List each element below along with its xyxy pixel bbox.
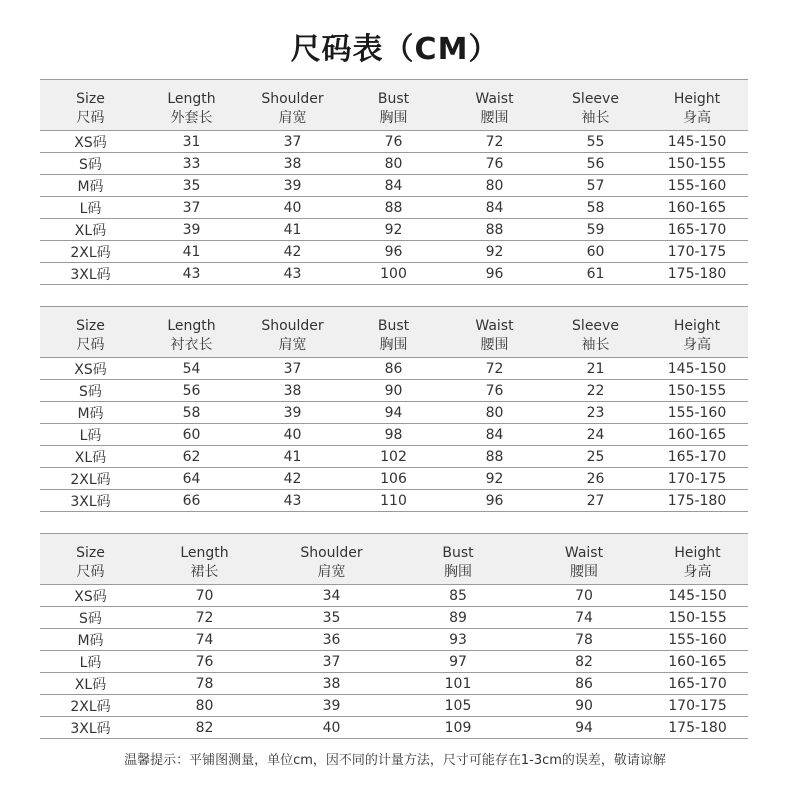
table-row [40, 358, 748, 380]
size-cell: XL码 [40, 673, 141, 695]
measurement-cell: 58 [141, 402, 242, 424]
measurement-cell: 145-150 [647, 585, 748, 607]
measurement-cell: 94 [521, 717, 647, 739]
measurement-cell: 160-165 [646, 424, 748, 446]
measurement-cell: 94 [343, 402, 444, 424]
measurement-cell: 38 [268, 673, 395, 695]
measurement-cell: 90 [343, 380, 444, 402]
measurement-cell: 89 [395, 607, 521, 629]
column-header-en: Height [647, 534, 748, 562]
measurement-cell: 62 [141, 446, 242, 468]
column-header-en: Bust [343, 80, 444, 108]
size-table-jacket [40, 79, 748, 285]
table-row [40, 651, 748, 673]
size-cell: 3XL码 [40, 717, 141, 739]
table-row [40, 490, 748, 512]
column-header-en: Bust [343, 307, 444, 335]
table-row [40, 424, 748, 446]
measurement-cell: 76 [444, 380, 545, 402]
column-header-cn: 肩宽 [242, 107, 343, 131]
measurement-cell: 98 [343, 424, 444, 446]
measurement-cell: 21 [545, 358, 646, 380]
measurement-cell: 34 [268, 585, 395, 607]
measurement-cell: 41 [242, 219, 343, 241]
measurement-cell: 40 [242, 197, 343, 219]
measurement-cell: 24 [545, 424, 646, 446]
measurement-cell: 145-150 [646, 131, 748, 153]
measurement-cell: 27 [545, 490, 646, 512]
measurement-cell: 41 [242, 446, 343, 468]
measurement-cell: 84 [444, 197, 545, 219]
table-row [40, 468, 748, 490]
measurement-cell: 43 [141, 263, 242, 285]
column-header-cn: 身高 [646, 107, 748, 131]
column-header-en: Sleeve [545, 307, 646, 335]
measurement-cell: 170-175 [647, 695, 748, 717]
size-cell: XS码 [40, 358, 141, 380]
column-header-cn: 腰围 [444, 107, 545, 131]
column-header-en: Length [141, 80, 242, 108]
table-row [40, 673, 748, 695]
measurement-cell: 39 [141, 219, 242, 241]
measurement-cell: 155-160 [646, 402, 748, 424]
size-cell: S码 [40, 607, 141, 629]
measurement-cell: 80 [444, 175, 545, 197]
column-header-cn: 尺码 [40, 334, 141, 358]
size-cell: 2XL码 [40, 468, 141, 490]
table-row [40, 402, 748, 424]
measurement-cell: 58 [545, 197, 646, 219]
measurement-cell: 76 [343, 131, 444, 153]
measurement-cell: 88 [444, 446, 545, 468]
column-header-cn: 身高 [647, 561, 748, 585]
measurement-cell: 150-155 [646, 380, 748, 402]
size-cell: M码 [40, 175, 141, 197]
size-cell: XL码 [40, 446, 141, 468]
table-row [40, 175, 748, 197]
measurement-cell: 23 [545, 402, 646, 424]
measurement-cell: 38 [242, 153, 343, 175]
column-header-cn: 尺码 [40, 561, 141, 585]
size-cell: XS码 [40, 131, 141, 153]
measurement-cell: 61 [545, 263, 646, 285]
column-header-cn: 肩宽 [268, 561, 395, 585]
measurement-cell: 86 [343, 358, 444, 380]
size-cell: S码 [40, 380, 141, 402]
measurement-cell: 55 [545, 131, 646, 153]
measurement-cell: 155-160 [647, 629, 748, 651]
measurement-cell: 59 [545, 219, 646, 241]
measurement-cell: 56 [545, 153, 646, 175]
measurement-cell: 150-155 [646, 153, 748, 175]
measurement-cell: 39 [242, 402, 343, 424]
column-header-cn: 尺码 [40, 107, 141, 131]
measurement-cell: 88 [444, 219, 545, 241]
measurement-cell: 109 [395, 717, 521, 739]
measurement-cell: 37 [242, 358, 343, 380]
measurement-cell: 150-155 [647, 607, 748, 629]
measurement-cell: 41 [141, 241, 242, 263]
measurement-cell: 56 [141, 380, 242, 402]
measurement-cell: 80 [141, 695, 268, 717]
measurement-cell: 90 [521, 695, 647, 717]
table-row [40, 446, 748, 468]
measurement-cell: 106 [343, 468, 444, 490]
measurement-cell: 74 [521, 607, 647, 629]
size-cell: L码 [40, 651, 141, 673]
measurement-cell: 110 [343, 490, 444, 512]
measurement-cell: 60 [545, 241, 646, 263]
measurement-cell: 102 [343, 446, 444, 468]
measurement-cell: 54 [141, 358, 242, 380]
size-cell: S码 [40, 153, 141, 175]
measurement-cell: 66 [141, 490, 242, 512]
size-table-shirt [40, 306, 748, 512]
measurement-cell: 80 [444, 402, 545, 424]
measurement-cell: 35 [141, 175, 242, 197]
size-table-skirt [40, 533, 748, 739]
measurement-cell: 26 [545, 468, 646, 490]
size-cell: M码 [40, 402, 141, 424]
measurement-cell: 78 [521, 629, 647, 651]
table-row [40, 241, 748, 263]
column-header-cn: 袖长 [545, 107, 646, 131]
measurement-cell: 64 [141, 468, 242, 490]
size-cell: 3XL码 [40, 490, 141, 512]
measurement-cell: 37 [141, 197, 242, 219]
table-row [40, 153, 748, 175]
header-row-en [40, 534, 748, 562]
measurement-cell: 96 [444, 263, 545, 285]
column-header-en: Waist [444, 80, 545, 108]
measurement-cell: 82 [141, 717, 268, 739]
measurement-cell: 39 [242, 175, 343, 197]
measurement-cell: 165-170 [646, 219, 748, 241]
column-header-cn: 胸围 [343, 334, 444, 358]
size-cell: M码 [40, 629, 141, 651]
measurement-cell: 92 [444, 468, 545, 490]
measurement-cell: 72 [444, 358, 545, 380]
measurement-cell: 105 [395, 695, 521, 717]
measurement-cell: 175-180 [646, 490, 748, 512]
header-row-en [40, 80, 748, 108]
column-header-en: Shoulder [268, 534, 395, 562]
column-header-en: Height [646, 307, 748, 335]
measurement-cell: 85 [395, 585, 521, 607]
size-cell: XL码 [40, 219, 141, 241]
measurement-cell: 86 [521, 673, 647, 695]
size-cell: 2XL码 [40, 241, 141, 263]
column-header-cn: 身高 [646, 334, 748, 358]
measurement-cell: 60 [141, 424, 242, 446]
measurement-cell: 175-180 [646, 263, 748, 285]
measurement-cell: 31 [141, 131, 242, 153]
column-header-en: Bust [395, 534, 521, 562]
column-header-en: Sleeve [545, 80, 646, 108]
table-row [40, 607, 748, 629]
measurement-cell: 35 [268, 607, 395, 629]
table-row [40, 380, 748, 402]
column-header-en: Size [40, 307, 141, 335]
measurement-cell: 160-165 [647, 651, 748, 673]
measurement-cell: 82 [521, 651, 647, 673]
measurement-cell: 38 [242, 380, 343, 402]
table-row [40, 263, 748, 285]
measurement-cell: 42 [242, 241, 343, 263]
measurement-cell: 76 [444, 153, 545, 175]
measurement-cell: 93 [395, 629, 521, 651]
table-row [40, 197, 748, 219]
size-cell: L码 [40, 424, 141, 446]
header-row-cn [40, 561, 748, 585]
column-header-en: Size [40, 80, 141, 108]
size-cell: 2XL码 [40, 695, 141, 717]
size-cell: XS码 [40, 585, 141, 607]
measurement-cell: 92 [444, 241, 545, 263]
column-header-cn: 衬衣长 [141, 334, 242, 358]
column-header-en: Waist [521, 534, 647, 562]
measurement-cell: 37 [242, 131, 343, 153]
measurement-cell: 97 [395, 651, 521, 673]
measurement-cell: 40 [268, 717, 395, 739]
column-header-cn: 外套长 [141, 107, 242, 131]
measurement-cell: 170-175 [646, 468, 748, 490]
column-header-cn: 腰围 [521, 561, 647, 585]
column-header-en: Shoulder [242, 80, 343, 108]
measurement-cell: 72 [141, 607, 268, 629]
column-header-en: Length [141, 534, 268, 562]
table-row [40, 219, 748, 241]
measurement-cell: 88 [343, 197, 444, 219]
table-row [40, 695, 748, 717]
table-row [40, 629, 748, 651]
measurement-cell: 170-175 [646, 241, 748, 263]
column-header-cn: 肩宽 [242, 334, 343, 358]
measurement-cell: 37 [268, 651, 395, 673]
measurement-cell: 74 [141, 629, 268, 651]
measurement-cell: 165-170 [647, 673, 748, 695]
measurement-cell: 22 [545, 380, 646, 402]
measurement-cell: 36 [268, 629, 395, 651]
measurement-cell: 72 [444, 131, 545, 153]
measurement-cell: 80 [343, 153, 444, 175]
size-cell: 3XL码 [40, 263, 141, 285]
column-header-cn: 腰围 [444, 334, 545, 358]
measurement-cell: 96 [444, 490, 545, 512]
measurement-cell: 70 [521, 585, 647, 607]
measurement-cell: 175-180 [647, 717, 748, 739]
column-header-cn: 袖长 [545, 334, 646, 358]
measurement-cell: 145-150 [646, 358, 748, 380]
measurement-cell: 43 [242, 490, 343, 512]
column-header-en: Size [40, 534, 141, 562]
measurement-cell: 101 [395, 673, 521, 695]
table-row [40, 131, 748, 153]
measurement-cell: 70 [141, 585, 268, 607]
measurement-cell: 40 [242, 424, 343, 446]
measurement-cell: 155-160 [646, 175, 748, 197]
column-header-cn: 裙长 [141, 561, 268, 585]
measurement-cell: 39 [268, 695, 395, 717]
table-row [40, 717, 748, 739]
column-header-cn: 胸围 [343, 107, 444, 131]
measurement-cell: 78 [141, 673, 268, 695]
header-row-cn [40, 107, 748, 131]
header-row-cn [40, 334, 748, 358]
table-row [40, 585, 748, 607]
column-header-cn: 胸围 [395, 561, 521, 585]
header-row-en [40, 307, 748, 335]
measurement-cell: 43 [242, 263, 343, 285]
measurement-cell: 165-170 [646, 446, 748, 468]
measurement-cell: 84 [444, 424, 545, 446]
column-header-en: Length [141, 307, 242, 335]
page-title: 尺码表（CM） [290, 32, 500, 67]
measurement-cell: 76 [141, 651, 268, 673]
measurement-cell: 160-165 [646, 197, 748, 219]
measurement-cell: 92 [343, 219, 444, 241]
measurement-cell: 84 [343, 175, 444, 197]
column-header-en: Height [646, 80, 748, 108]
column-header-en: Shoulder [242, 307, 343, 335]
measurement-cell: 42 [242, 468, 343, 490]
measurement-cell: 100 [343, 263, 444, 285]
size-cell: L码 [40, 197, 141, 219]
measurement-cell: 33 [141, 153, 242, 175]
measurement-cell: 57 [545, 175, 646, 197]
column-header-en: Waist [444, 307, 545, 335]
measurement-cell: 96 [343, 241, 444, 263]
measurement-cell: 25 [545, 446, 646, 468]
measurement-note: 温馨提示：平铺图测量，单位cm，因不同的计量方法，尺寸可能存在1-3cm的误差，敬请谅解 [124, 753, 666, 768]
